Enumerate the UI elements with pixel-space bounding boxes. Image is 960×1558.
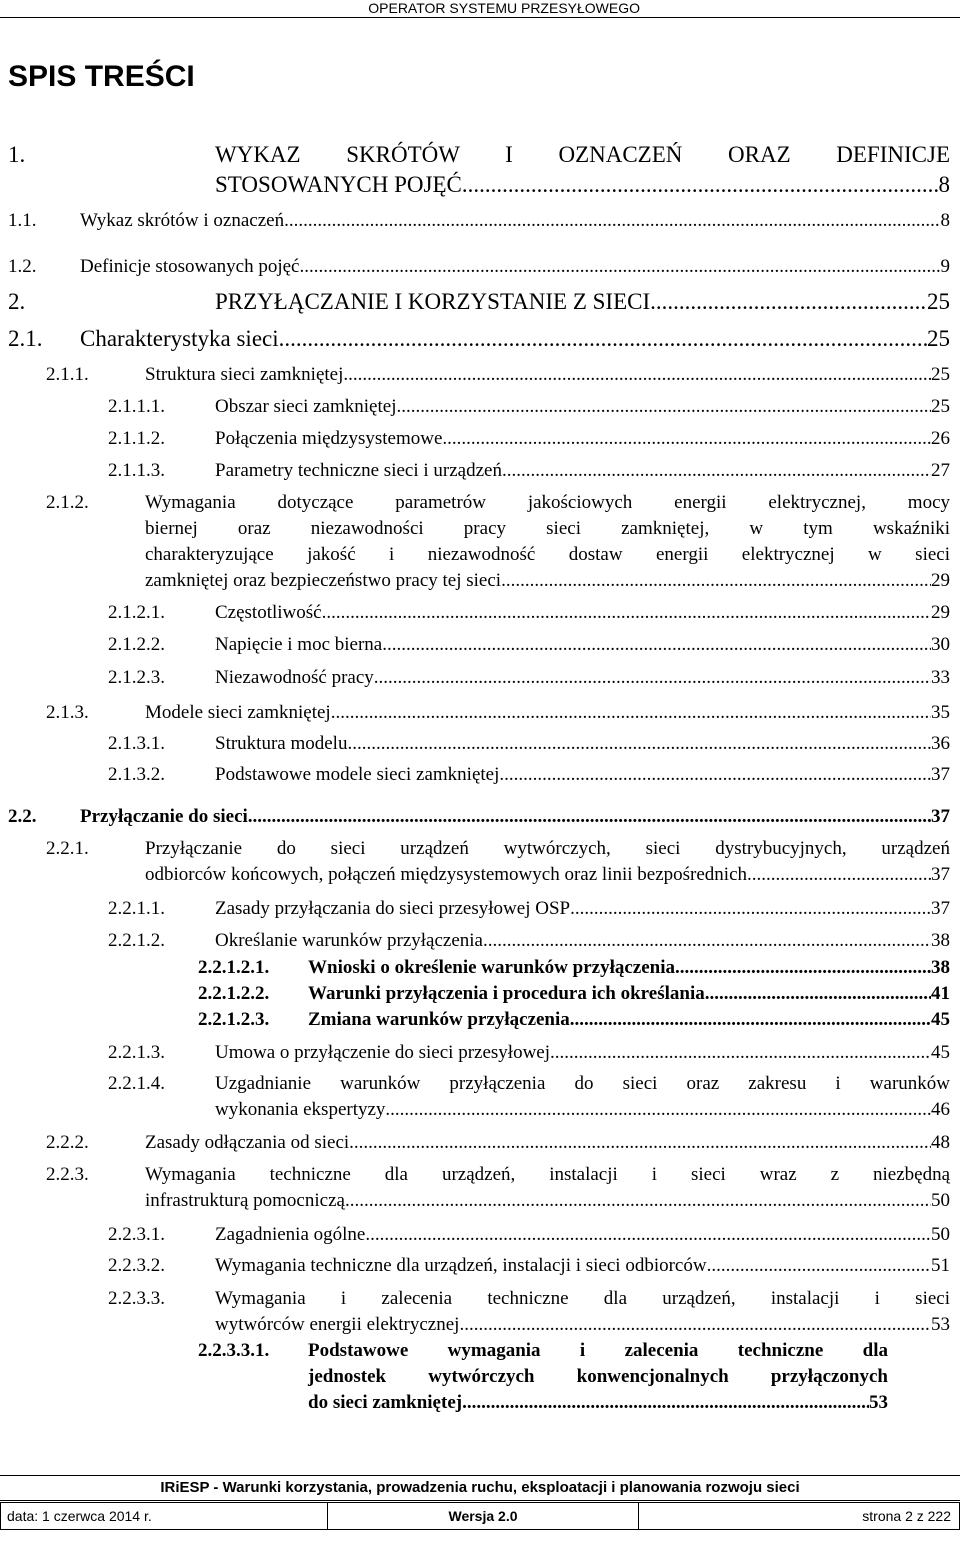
dot-leader — [502, 458, 931, 484]
toc-entry-page: 45 — [931, 1009, 950, 1030]
toc-entry-line: Zasady przyłączania do sieci przesyłowej OSP — [215, 898, 571, 919]
toc-entry-number: 2.2. — [8, 806, 37, 827]
toc-entry-page: 50 — [931, 1224, 950, 1245]
toc-entry-page: 33 — [931, 667, 950, 688]
toc-entry-text — [215, 632, 950, 658]
toc-entry-line: Zmiana warunków przyłączenia — [308, 1009, 570, 1030]
toc-entry-line: Umowa o przyłączenie do sieci przesyłowej — [215, 1042, 551, 1063]
toc-entry-line: PRZYŁĄCZANIE I KORZYSTANIE Z SIECI — [215, 289, 651, 314]
toc-entry-page: 51 — [931, 1255, 950, 1276]
toc-entry-number: 2.2.1.3. — [108, 1042, 165, 1063]
toc-entry-page: 30 — [931, 634, 950, 655]
toc-entry-number: 2.2.1.2.3. — [198, 1009, 270, 1030]
toc-entry-text — [215, 731, 950, 757]
toc-entry-page: 35 — [931, 702, 950, 723]
toc-entry-line: Podstawowe wymagania i zalecenia techniczne dla — [308, 1340, 888, 1361]
dot-leader — [650, 288, 927, 316]
dot-leader — [349, 1130, 931, 1156]
footer-date: data: 1 czerwca 2014 r. — [1, 1503, 328, 1529]
toc-entry-line: wykonania ekspertyzy — [215, 1099, 386, 1120]
toc-entry-line: Struktura sieci zamkniętej — [145, 364, 344, 385]
toc-entry-number: 2.2.2. — [46, 1132, 89, 1153]
toc-entry-number: 2.2.3.3. — [108, 1288, 165, 1309]
footer-bar — [0, 1502, 960, 1530]
toc-entry-text — [215, 1040, 950, 1066]
toc-entry-page: 25 — [931, 396, 950, 417]
toc-entry-text — [215, 1253, 950, 1279]
toc-entry-text — [145, 362, 950, 388]
toc-entry-number: 2.2.3.2. — [108, 1255, 165, 1276]
toc-entry-line: zamkniętej oraz bezpieczeństwo pracy tej sieci — [145, 570, 502, 591]
toc-entry-number: 2.2.1.1. — [108, 898, 165, 919]
toc-entry-number: 2.1.2. — [46, 492, 89, 513]
footer-version: Wersja 2.0 — [328, 1503, 639, 1529]
toc-entry-line: Parametry techniczne sieci i urządzeń — [215, 460, 502, 481]
toc-entry-number: 2.2.1.4. — [108, 1073, 165, 1094]
toc-entry-line: Charakterystyka sieci — [80, 326, 279, 351]
toc-entry-text — [308, 1007, 950, 1033]
toc-entry-line: WYKAZ SKRÓTÓW I OZNACZEŃ ORAZ DEFINICJE — [215, 142, 950, 167]
dot-leader — [550, 1040, 931, 1066]
toc-entry-page: 26 — [931, 428, 950, 449]
toc-entry-page: 50 — [931, 1190, 950, 1211]
toc-entry-line: Przyłączanie do sieci — [80, 806, 248, 827]
dot-leader — [442, 426, 931, 452]
toc-entry-number: 2. — [8, 289, 26, 314]
toc-entry-page: 8 — [940, 210, 950, 231]
toc-entry-line: Wnioski o określenie warunków przyłączenia — [308, 957, 675, 978]
dot-leader — [248, 804, 931, 830]
toc-entry-line: Struktura modelu — [215, 733, 348, 754]
toc-entry-line: Modele sieci zamkniętej — [145, 702, 331, 723]
toc-entry-page: 25 — [927, 326, 950, 351]
toc-entry-number: 2.2.3.3.1. — [198, 1340, 270, 1361]
toc-entry-page: 36 — [931, 733, 950, 754]
toc-entry-page: 29 — [931, 570, 950, 591]
toc-entry-line: Wymagania dotyczące parametrów jakościowych energii elektrycznej, mocy — [145, 492, 950, 513]
toc-entry-page: 37 — [931, 806, 950, 827]
toc-entry-page: 53 — [869, 1392, 888, 1413]
dot-leader — [705, 981, 931, 1007]
toc-entry-text — [215, 426, 950, 452]
dot-leader — [279, 325, 927, 353]
dot-leader — [459, 1312, 931, 1338]
toc-entry-text — [80, 804, 950, 830]
toc-entry-line: jednostek wytwórczych konwencjonalnych przyłączonych — [308, 1366, 888, 1387]
toc-entry-text — [215, 1222, 950, 1248]
toc-entry-number: 1.1. — [8, 210, 37, 231]
toc-entry-text — [215, 458, 950, 484]
dot-leader — [365, 1222, 931, 1248]
toc-entry-line: infrastrukturą pomocniczą — [145, 1190, 345, 1211]
dot-leader — [462, 1390, 869, 1416]
dot-leader — [396, 394, 931, 420]
toc-entry-number: 2.2.3. — [46, 1164, 89, 1185]
dot-leader — [501, 568, 931, 594]
toc-entry-text — [215, 394, 950, 420]
toc-entry-number: 2.1.2.2. — [108, 634, 165, 655]
toc-entry-text — [308, 981, 950, 1007]
dot-leader — [570, 896, 931, 922]
dot-leader — [284, 208, 940, 234]
toc-title: SPIS TREŚCI — [8, 60, 195, 93]
toc-entry-line: Zagadnienia ogólne — [215, 1224, 366, 1245]
toc-entry-line: charakteryzujące jakość i niezawodność dostaw energii elektrycznej w sieci — [145, 544, 950, 565]
dot-leader — [345, 1188, 931, 1214]
toc-entry-line: Wymagania techniczne dla urządzeń, instalacji i sieci wraz z niezbędną — [145, 1164, 950, 1185]
toc-entry-page: 27 — [931, 460, 950, 481]
dot-leader — [331, 700, 931, 726]
toc-entry-text — [308, 1338, 888, 1416]
toc-entry-text — [145, 700, 950, 726]
toc-entry-text — [308, 955, 950, 981]
toc-entry-number: 2.1.1.3. — [108, 460, 165, 481]
toc-entry-text — [215, 928, 950, 954]
toc-entry-number: 2.1. — [8, 326, 43, 351]
dot-leader — [343, 362, 931, 388]
toc-entry-number: 2.1.1.1. — [108, 396, 165, 417]
dot-leader — [483, 928, 931, 954]
toc-entry-line: Wymagania techniczne dla urządzeń, instalacji i sieci odbiorców — [215, 1255, 707, 1276]
toc-entry-number: 2.1.3.2. — [108, 764, 165, 785]
toc-entry-number: 2.2.1.2. — [108, 930, 165, 951]
toc-entry-text — [215, 665, 950, 691]
toc-entry-line: Niezawodność pracy — [215, 667, 374, 688]
dot-leader — [299, 254, 940, 280]
toc-entry-line: biernej oraz niezawodności pracy sieci zamkniętej, w tym wskaźniki — [145, 518, 950, 539]
dot-leader — [499, 762, 931, 788]
toc-entry-page: 41 — [931, 983, 950, 1004]
toc-entry-text — [215, 762, 950, 788]
toc-entry-text — [215, 600, 950, 626]
toc-entry-line: STOSOWANYCH POJĘĆ — [215, 172, 462, 197]
toc-entry-page: 8 — [938, 172, 950, 197]
toc-entry-line: Warunki przyłączenia i procedura ich określania — [308, 983, 705, 1004]
toc-entry-text — [80, 254, 950, 280]
toc-entry-text — [215, 1071, 950, 1123]
dot-leader — [462, 170, 939, 200]
toc-entry-page: 37 — [931, 864, 950, 885]
dot-leader — [675, 955, 931, 981]
toc-entry-line: Wykaz skrótów i oznaczeń — [80, 210, 285, 231]
toc-entry-line: Połączenia międzysystemowe — [215, 428, 443, 449]
toc-entry-line: Określanie warunków przyłączenia — [215, 930, 483, 951]
toc-entry-text — [145, 1130, 950, 1156]
toc-entry-page: 25 — [931, 364, 950, 385]
toc-entry-line: Podstawowe modele sieci zamkniętej — [215, 764, 500, 785]
toc-entry-number: 2.1.2.1. — [108, 602, 165, 623]
dot-leader — [382, 632, 931, 658]
toc-entry-number: 1. — [8, 142, 26, 167]
toc-entry-text — [145, 490, 950, 594]
toc-entry-text — [215, 288, 950, 316]
toc-entry-line: Wymagania i zalecenia techniczne dla urządzeń, instalacji i sieci — [215, 1288, 950, 1309]
footer-document-title: IRiESP - Warunki korzystania, prowadzenia ruchu, eksploatacji i planowania rozwoju sieci — [0, 1475, 960, 1501]
toc-entry-line: wytwórców energii elektrycznej — [215, 1314, 460, 1335]
toc-entry-line: Uzgadnianie warunków przyłączenia do sieci oraz zakresu i warunków — [215, 1073, 950, 1094]
dot-leader — [347, 731, 931, 757]
toc-entry-line: odbiorców końcowych, połączeń międzysystemowych oraz linii bezpośrednich — [145, 864, 748, 885]
toc-entry-page: 9 — [940, 256, 950, 277]
toc-entry-text — [215, 140, 950, 200]
toc-entry-number: 2.2.1.2.1. — [198, 957, 270, 978]
toc-entry-page: 38 — [931, 957, 950, 978]
toc-entry-line: Definicje stosowanych pojęć — [80, 256, 300, 277]
toc-entry-number: 2.2.1. — [46, 838, 89, 859]
toc-entry-page: 37 — [931, 898, 950, 919]
dot-leader — [385, 1097, 931, 1123]
dot-leader — [747, 862, 931, 888]
toc-entry-text — [80, 325, 950, 353]
toc-entry-line: Obszar sieci zamkniętej — [215, 396, 397, 417]
dot-leader — [374, 665, 931, 691]
dot-leader — [707, 1253, 931, 1279]
toc-entry-number: 2.2.3.1. — [108, 1224, 165, 1245]
dot-leader — [322, 600, 931, 626]
toc-entry-line: do sieci zamkniętej — [308, 1392, 463, 1413]
header-title: OPERATOR SYSTEMU PRZESYŁOWEGO — [368, 0, 640, 16]
toc-entry-number: 2.2.1.2.2. — [198, 983, 270, 1004]
toc-entry-text — [215, 1286, 950, 1338]
toc-entry-number: 2.1.1. — [46, 364, 89, 385]
toc-entry-page: 38 — [931, 930, 950, 951]
toc-entry-line: Przyłączanie do sieci urządzeń wytwórczych, sieci dystrybucyjnych, urządzeń — [145, 838, 950, 859]
toc-entry-text — [145, 836, 950, 888]
toc-entry-page: 48 — [931, 1132, 950, 1153]
toc-entry-page: 53 — [931, 1314, 950, 1335]
toc-entry-number: 1.2. — [8, 256, 37, 277]
toc-entry-page: 25 — [927, 289, 950, 314]
toc-entry-line: Napięcie i moc bierna — [215, 634, 383, 655]
toc-entry-number: 2.1.1.2. — [108, 428, 165, 449]
toc-entry-page: 29 — [931, 602, 950, 623]
toc-entry-line: Zasady odłączania od sieci — [145, 1132, 350, 1153]
toc-entry-number: 2.1.3.1. — [108, 733, 165, 754]
toc-entry-line: Częstotliwość — [215, 602, 322, 623]
footer-page-number: strona 2 z 222 — [862, 1508, 951, 1524]
toc-entry-text — [145, 1162, 950, 1214]
toc-entry-number: 2.1.3. — [46, 702, 89, 723]
toc-entry-text — [215, 896, 950, 922]
toc-entry-number: 2.1.2.3. — [108, 667, 165, 688]
toc-entry-page: 45 — [931, 1042, 950, 1063]
toc-entry-text — [80, 208, 950, 234]
dot-leader — [570, 1007, 931, 1033]
toc-entry-page: 46 — [931, 1099, 950, 1120]
toc-entry-page: 37 — [931, 764, 950, 785]
